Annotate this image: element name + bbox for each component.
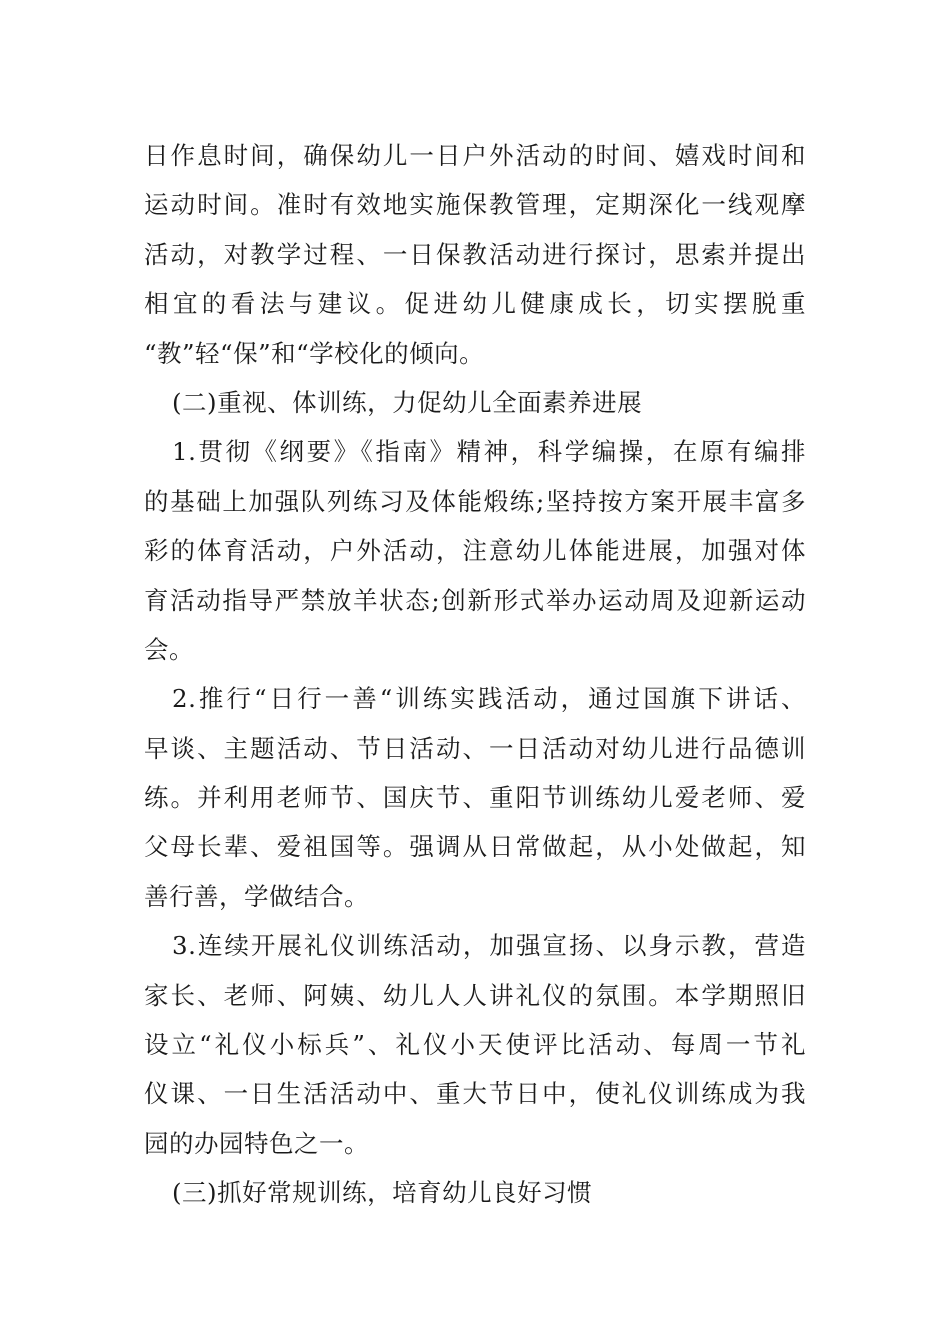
text-line: 园的办园特色之一。 <box>144 1128 369 1158</box>
document-body <box>144 131 806 1218</box>
text-line: 彩的体育活动，户外活动，注意幼儿体能进展，加强对体 <box>144 536 806 566</box>
text-line: 的基础上加强队列练习及体能煅练;坚持按方案开展丰富多 <box>144 486 806 516</box>
text-line: 家长、老师、阿姨、幼儿人人讲礼仪的氛围。本学期照旧 <box>144 980 806 1010</box>
text-line: 善行善，学做结合。 <box>144 881 369 911</box>
section-heading: (三)抓好常规训练，培育幼儿良好习惯 <box>172 1178 593 1208</box>
text-line: 会。 <box>144 634 194 664</box>
text-line: 设立“礼仪小标兵”、礼仪小天使评比活动、每周一节礼 <box>144 1030 806 1060</box>
section-heading: (二)重视、体训练，力促幼儿全面素养进展 <box>172 387 643 417</box>
text-line: “教”轻“保”和“学校化的倾向。 <box>144 338 485 368</box>
text-line: 1.贯彻《纲要》《指南》精神，科学编操，在原有编排 <box>172 437 806 467</box>
text-line: 相宜的看法与建议。促进幼儿健康成长，切实摆脱重 <box>144 289 806 319</box>
text-line: 运动时间。准时有效地实施保教管理，定期深化一线观摩 <box>144 190 806 220</box>
text-line: 父母长辈、爱祖国等。强调从日常做起，从小处做起，知 <box>144 832 806 862</box>
text-line: 活动，对教学过程、一日保教活动进行探讨，思索并提出 <box>144 239 806 269</box>
text-line: 早谈、主题活动、节日活动、一日活动对幼儿进行品德训 <box>144 733 806 763</box>
text-line: 练。并利用老师节、国庆节、重阳节训练幼儿爱老师、爱 <box>144 783 806 813</box>
text-line: 2.推行“日行一善“训练实践活动，通过国旗下讲话、 <box>172 684 806 714</box>
text-line: 仪课、一日生活活动中、重大节日中，使礼仪训练成为我 <box>144 1079 806 1109</box>
text-line: 育活动指导严禁放羊状态;创新形式举办运动周及迎新运动 <box>144 585 806 615</box>
text-line: 3.连续开展礼仪训练活动，加强宣扬、以身示教，营造 <box>172 931 806 961</box>
text-line: 日作息时间，确保幼儿一日户外活动的时间、嬉戏时间和 <box>144 141 806 170</box>
